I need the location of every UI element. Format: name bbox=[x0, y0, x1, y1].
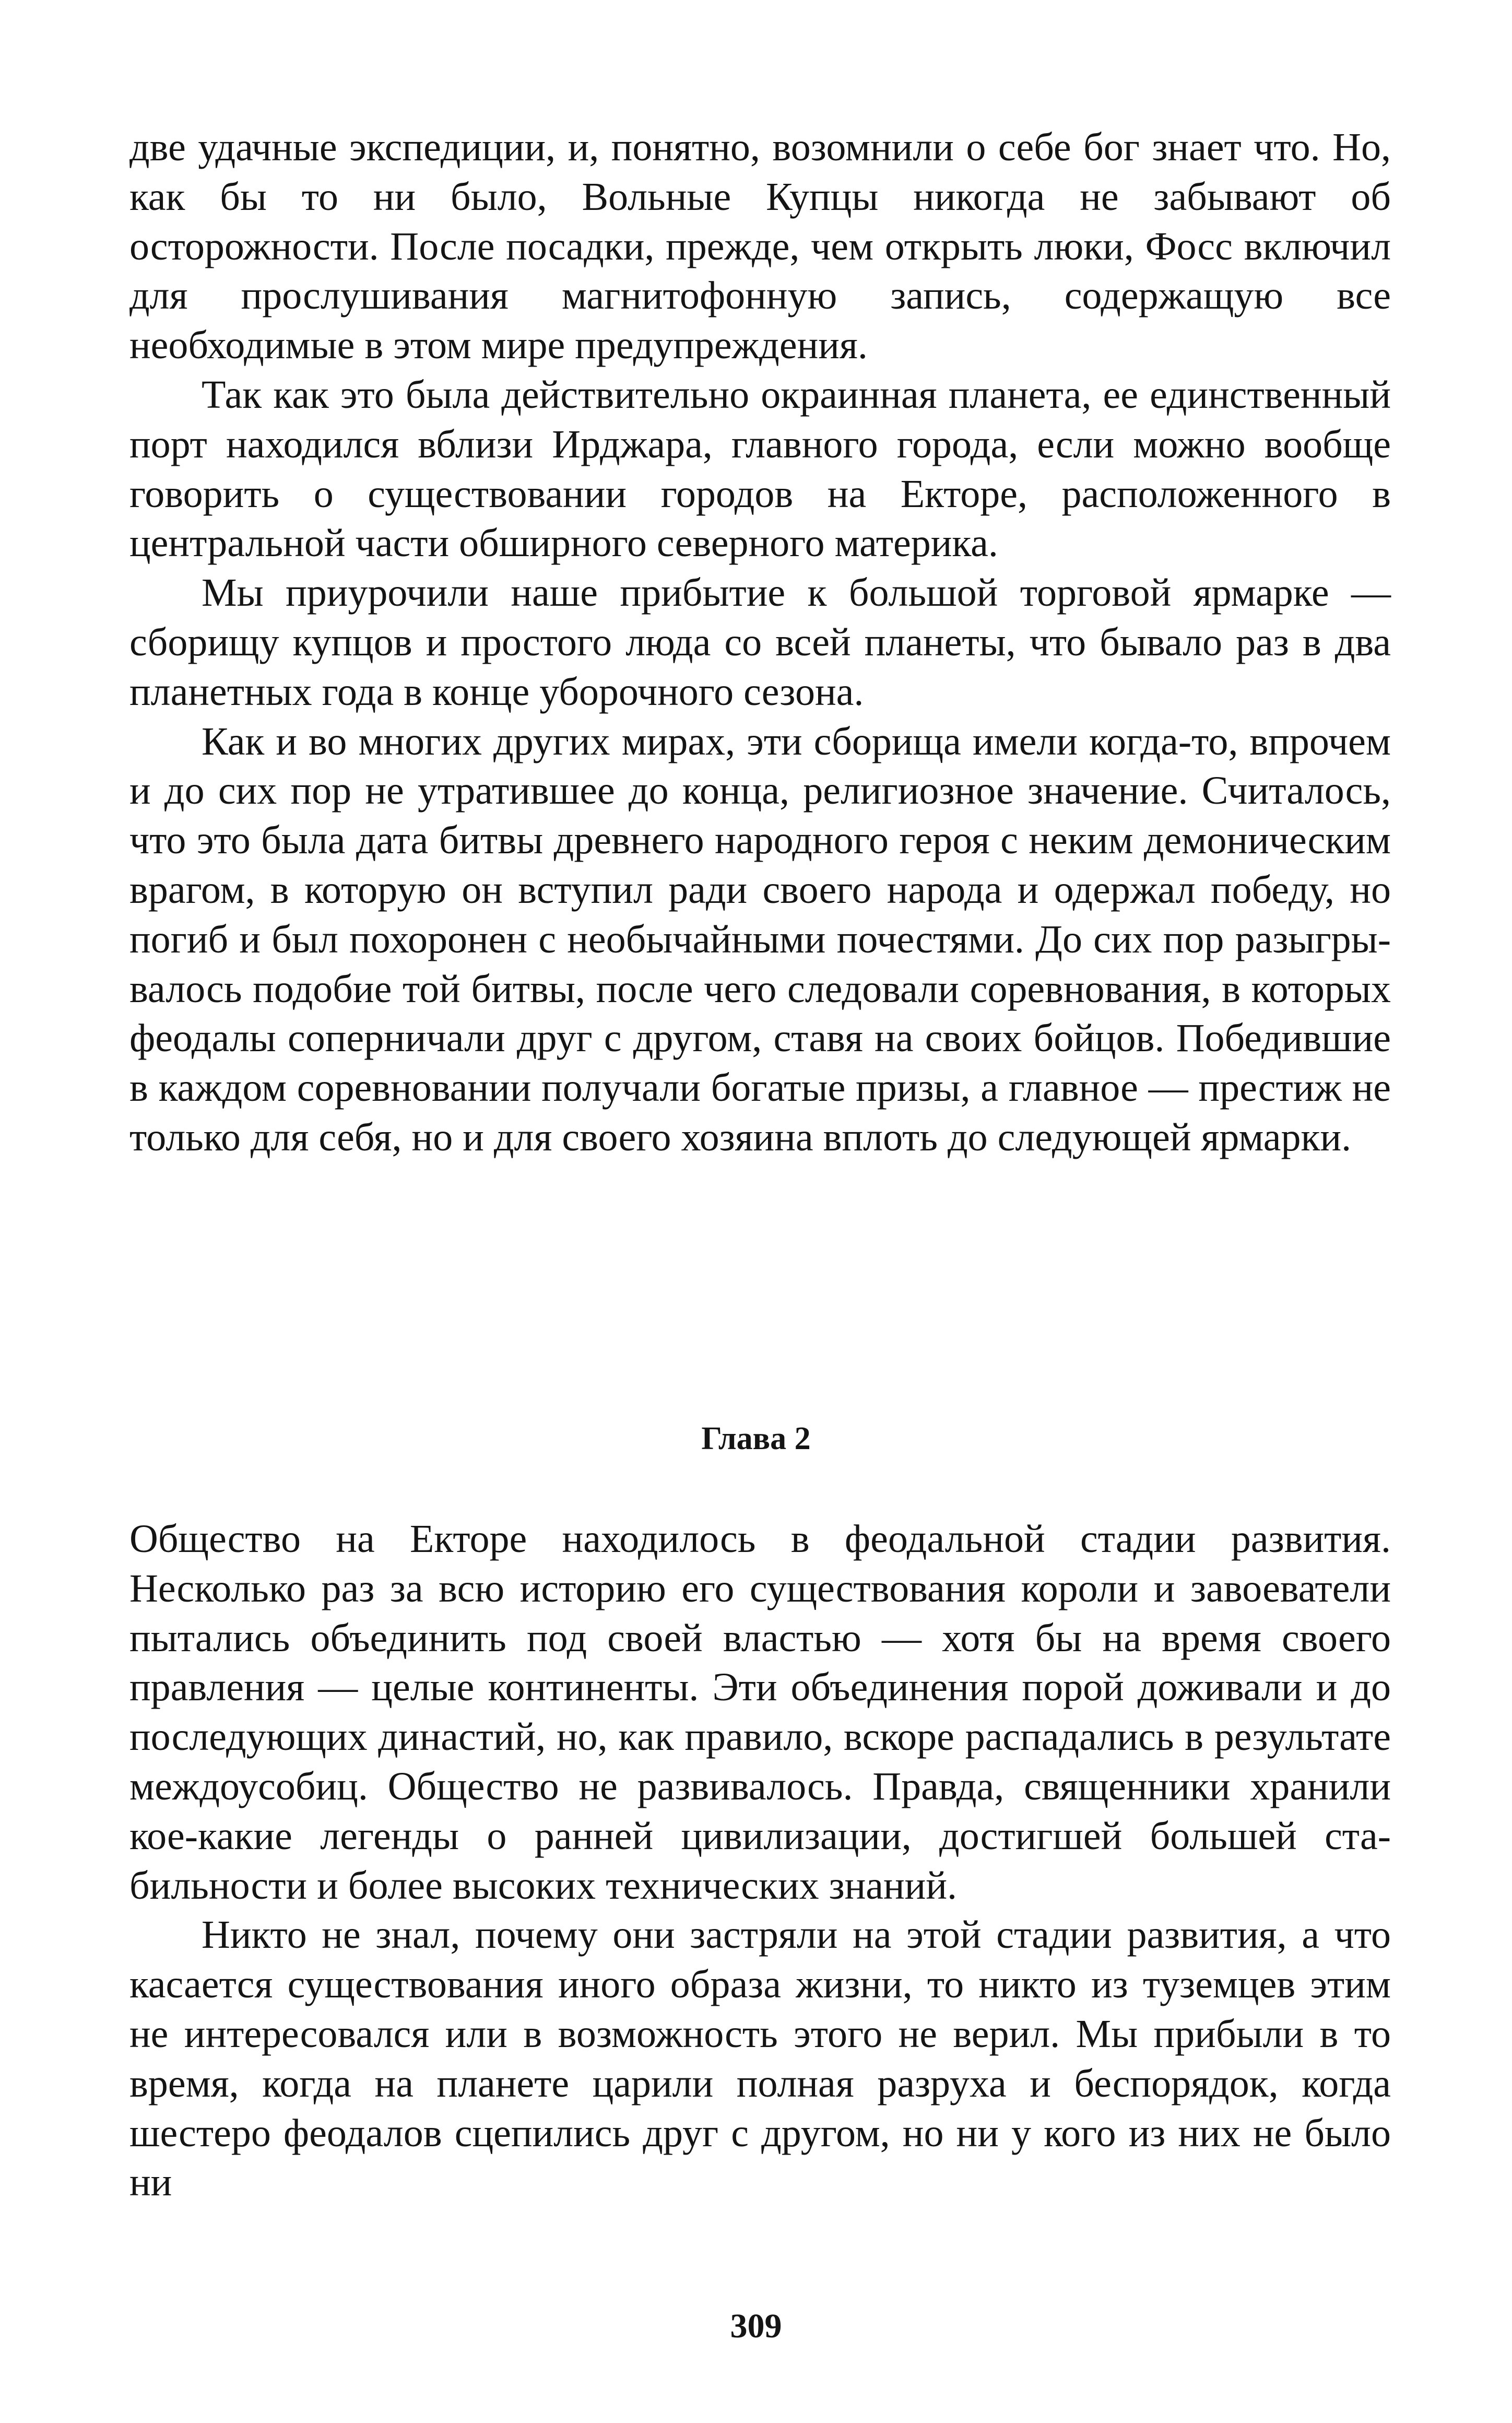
text-block-top bbox=[129, 123, 1391, 1162]
paragraph: Так как это была действительно окраинная планета, ее единственный порт находился вблизи Ирджара, главного города, если можно вообще говорить о существовании городов на Екторе, расположенного в центральной части обширного северного материка. bbox=[129, 372, 1391, 566]
paragraph: Мы приурочили наше прибытие к большой торговой ярмарке — сборищу купцов и простого люда со всей планеты, что бывало раз в два планетных года в конце уборочного сезона. bbox=[129, 571, 1391, 714]
chapter-heading: Глава 2 bbox=[701, 1421, 811, 1456]
paragraph: Как и во многих других мирах, эти сборища имели когда-то, впрочем и до сих пор не утратившее до конца, религиозное значение. Считалось, что это была дата битвы древнего народного героя с неким демоническим врагом, в которую он вступил ради своего народа и одержал победу, но погиб и был похоронен с необычайными почестями. До сих пор разыгрывалось подобие той битвы, после чего следовали соревнования, в которых феодалы соперничали друг с другом, ставя на своих бойцов. Победившие в каждом соревновании получали богатые призы, а главное — престиж не только для себя, но и для своего хозяина вплоть до следующей ярмарки. bbox=[129, 719, 1391, 1159]
page-number: 309 bbox=[730, 2307, 782, 2345]
paragraph-first: Общество на Екторе находилось в феодальной стадии развития. Несколько раз за всю историю его существования короли и завоеватели пытались объединить под своей властью — хотя бы на время своего правления — целые континенты. Эти объединения порой доживали и до последующих династий, но, как правило, вскоре распадались в результате междоусобиц. Общество не развивалось. Правда, священники хранили кое-какие легенды о ранней цивилизации, достигшей большей стабильности и более высоких технических знаний. bbox=[129, 1517, 1391, 1908]
text-block-chapter bbox=[129, 1514, 1391, 2207]
paragraph-continuation: две удачные экспедиции, и, понятно, возомнили о себе бог знает что. Но, как бы то ни было, Вольные Купцы никогда не забывают об осторожности. После посадки, прежде, чем открыть люки, Фосс включил для прослушивания магнитофонную запись, содержащую все необходимые в этом мире предупреждения. bbox=[129, 125, 1391, 368]
paragraph: Никто не знал, почему они застряли на этой стадии развития, а что касается существования иного образа жизни, то никто из туземцев этим не интересовался или в возможность этого не верил. Мы прибыли в то время, когда на планете царили полная разруха и беспорядок, когда шестеро феодалов сцепились друг с другом, но ни у кого из них не было ни bbox=[129, 1913, 1391, 2205]
